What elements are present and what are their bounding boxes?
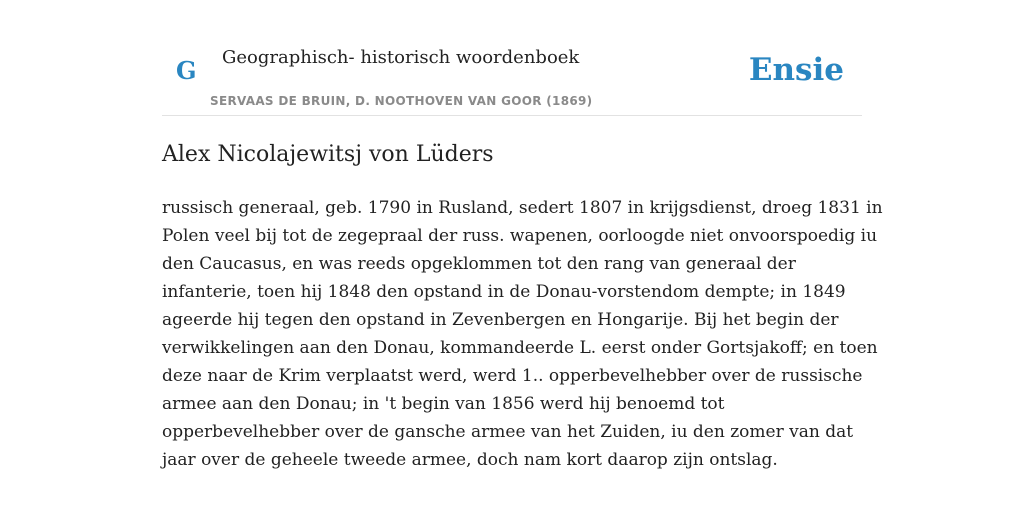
entry-body-line: russisch generaal, geb. 1790 in Rusland, sedert 1807 in krijgsdienst, droeg 1831 in bbox=[162, 198, 883, 218]
entry-title: Alex Nicolajewitsj von Lüders bbox=[162, 142, 494, 167]
entry-body-line: den Caucasus, en was reeds opgeklommen tot den rang van generaal der bbox=[162, 254, 796, 274]
content-column bbox=[162, 0, 883, 474]
entry-body-line: opperbevelhebber over de gansche armee van het Zuiden, iu den zomer van dat bbox=[162, 422, 854, 442]
source-title-link[interactable]: Geographisch- historisch woordenboek bbox=[222, 47, 580, 68]
entry-body-line: infanterie, toen hij 1848 den opstand in de Donau-vorstendom dempte; in 1849 bbox=[162, 282, 846, 302]
ensie-logo[interactable]: Ensie bbox=[748, 52, 844, 88]
source-author: SERVAAS DE BRUIN, D. NOOTHOVEN VAN GOOR (1869) bbox=[210, 94, 593, 108]
source-letter-icon[interactable]: G bbox=[176, 56, 197, 85]
entry-body-line: jaar over de geheele tweede armee, doch nam kort daarop zijn ontslag. bbox=[162, 450, 778, 470]
entry-body-line: deze naar de Krim verplaatst werd, werd 1.. opperbevelhebber over de russische bbox=[162, 366, 863, 386]
entry-body-line: ageerde hij tegen den opstand in Zevenbergen en Hongarije. Bij het begin der bbox=[162, 310, 839, 330]
entry-body-line: armee aan den Donau; in 't begin van 1856 werd hij benoemd tot bbox=[162, 394, 725, 414]
entry-body-line: verwikkelingen aan den Donau, kommandeerde L. eerst onder Gortsjakoff; en toen bbox=[162, 338, 878, 358]
entry-body bbox=[162, 194, 883, 474]
source-header bbox=[162, 0, 862, 116]
entry-body-line: Polen veel bij tot de zegepraal der russ. wapenen, oorloogde niet onvoorspoedig iu bbox=[162, 226, 878, 246]
